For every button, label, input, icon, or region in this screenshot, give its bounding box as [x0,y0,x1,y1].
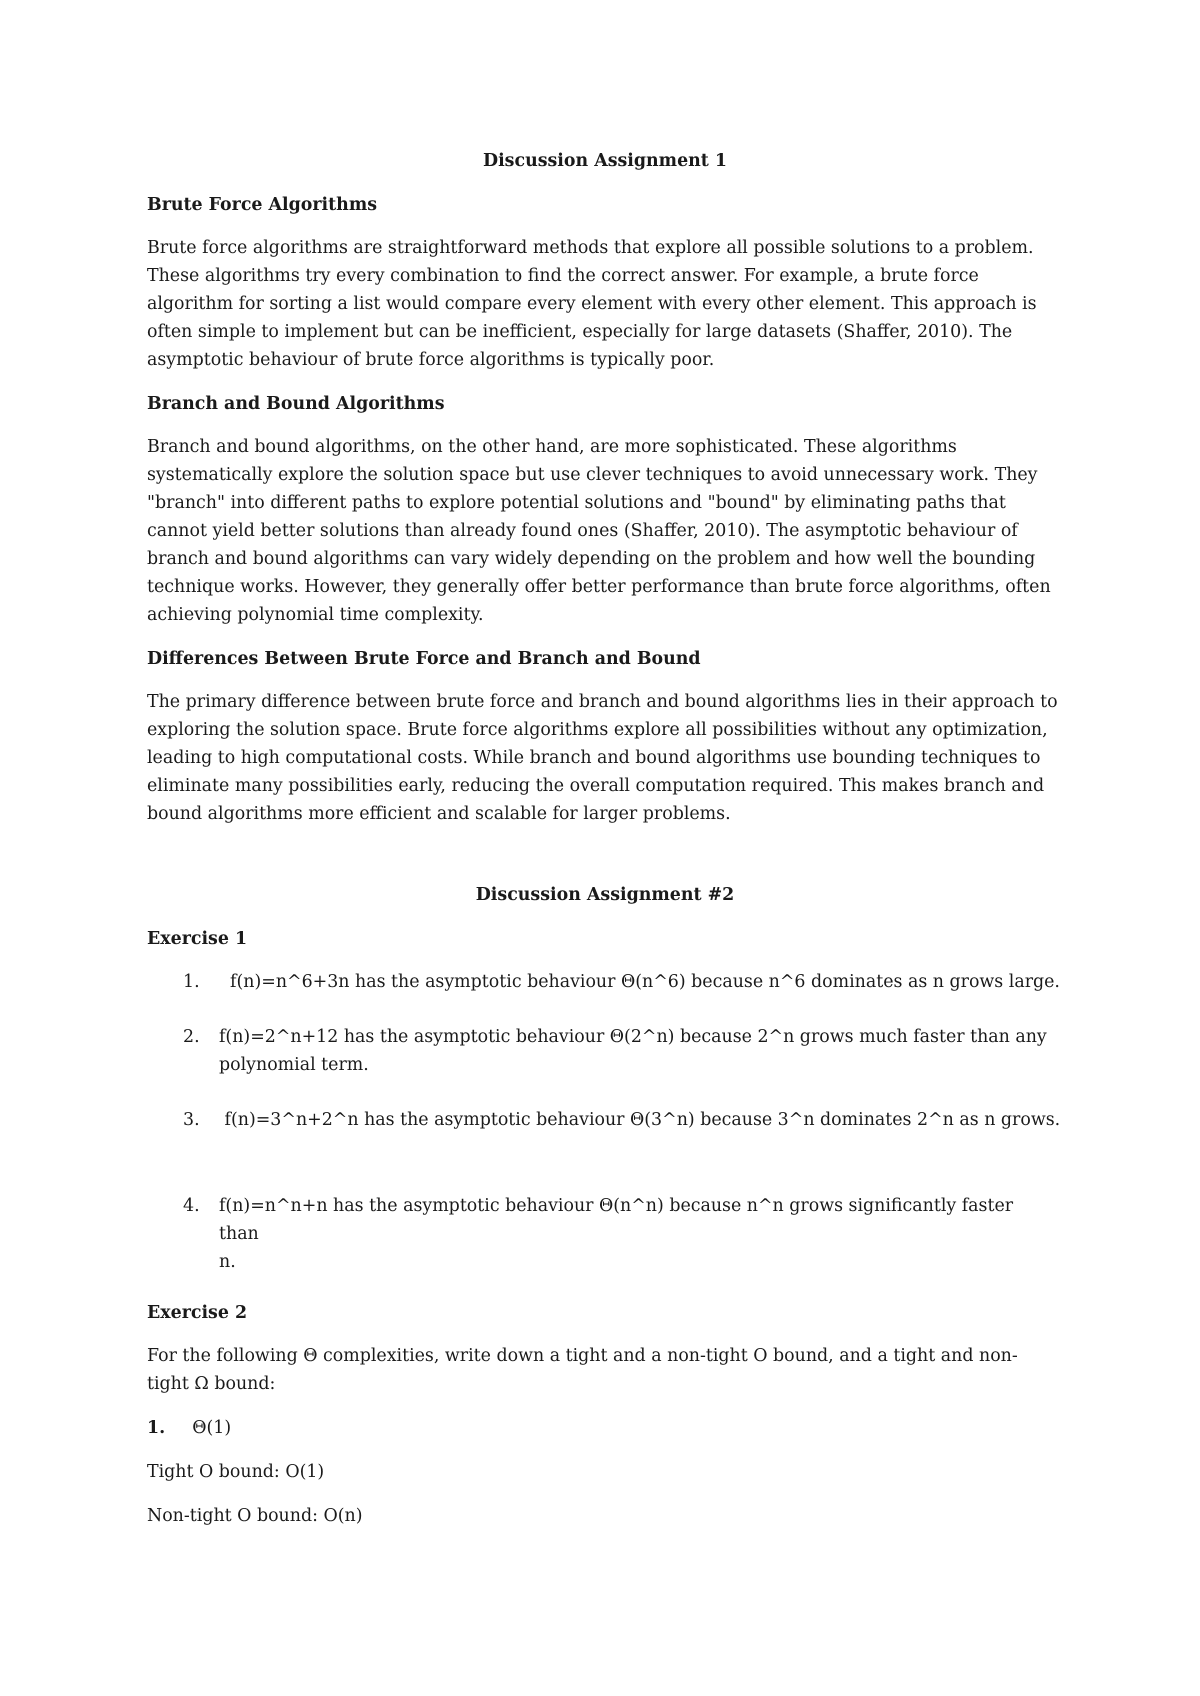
text-line: asymptotic behaviour of brute force algorithms is typically poor. [147,350,715,370]
text-line: tight Ω bound: [147,1374,276,1394]
list-number: 4. [183,1196,200,1216]
nontight-o-bound: Non-tight O bound: O(n) [147,1506,363,1526]
text-line: f(n)=n^6+3n has the asymptotic behaviour Θ(n^6) because n^6 dominates as n grows large. [219,972,1060,992]
text-line: n. [219,1252,236,1272]
text-line: branch and bound algorithms can vary widely depending on the problem and how well the bounding [147,549,1036,569]
section2-title: Discussion Assignment #2 [475,885,735,905]
text-line: leading to high computational costs. While branch and bound algorithms use bounding techniques to [147,748,1041,768]
text-line: f(n)=3^n+2^n has the asymptotic behaviour Θ(3^n) because 3^n dominates 2^n as n grows. [219,1110,1061,1130]
text-line: polynomial term. [219,1055,369,1075]
text-line: cannot yield better solutions than already found ones (Shaffer, 2010). The asymptotic behaviour of [147,521,1018,541]
heading-brute-force: Brute Force Algorithms [147,195,378,215]
heading-exercise1: Exercise 1 [147,929,248,949]
text-line: f(n)=2^n+12 has the asymptotic behaviour Θ(2^n) because 2^n grows much faster than any [219,1027,1047,1047]
text-line: These algorithms try every combination to find the correct answer. For example, a brute force [147,266,979,286]
text-line: technique works. However, they generally offer better performance than brute force algorithms, often [147,577,1051,597]
list-text [219,1192,1049,1276]
text-line: Branch and bound algorithms, on the other hand, are more sophisticated. These algorithms [147,437,957,457]
text-line: systematically explore the solution space but use clever techniques to avoid unnecessary work. They [147,465,1038,485]
tight-o-bound: Tight O bound: O(1) [147,1462,325,1482]
text-line: algorithm for sorting a list would compare every element with every other element. This approach is [147,294,1037,314]
text-line: bound algorithms more efficient and scalable for larger problems. [147,804,731,824]
item-number: 1. [147,1418,166,1438]
section1-title: Discussion Assignment 1 [483,151,727,171]
heading-branch-bound: Branch and Bound Algorithms [147,394,445,414]
paragraph-exercise2-intro [147,1342,1063,1398]
exercise2-item1 [147,1414,231,1442]
list-text [219,1023,1049,1079]
paragraph-branch-bound [147,433,1063,629]
list-number: 2. [183,1027,200,1047]
item-label: Θ(1) [192,1418,232,1438]
text-line: Brute force algorithms are straightforward methods that explore all possible solutions to a problem. [147,238,1034,258]
heading-differences: Differences Between Brute Force and Branch and Bound [147,649,701,669]
text-line: often simple to implement but can be inefficient, especially for large datasets (Shaffer, 2010). The [147,322,1013,342]
text-line: eliminate many possibilities early, reducing the overall computation required. This makes branch and [147,776,1045,796]
paragraph-brute-force [147,234,1063,374]
heading-exercise2: Exercise 2 [147,1303,248,1323]
list-text [219,1106,1061,1134]
list-number: 3. [183,1110,200,1130]
text-line: The primary difference between brute force and branch and bound algorithms lies in their approach to [147,692,1058,712]
paragraph-differences [147,688,1063,828]
text-line: exploring the solution space. Brute force algorithms explore all possibilities without any optimization, [147,720,1048,740]
list-text [219,968,1060,996]
text-line: f(n)=n^n+n has the asymptotic behaviour Θ(n^n) because n^n grows significantly faster than [219,1196,1014,1244]
text-line: For the following Θ complexities, write down a tight and a non-tight O bound, and a tight and non- [147,1346,1018,1366]
text-line: "branch" into different paths to explore potential solutions and "bound" by eliminating paths that [147,493,1006,513]
text-line: achieving polynomial time complexity. [147,605,484,625]
list-number: 1. [183,972,200,992]
